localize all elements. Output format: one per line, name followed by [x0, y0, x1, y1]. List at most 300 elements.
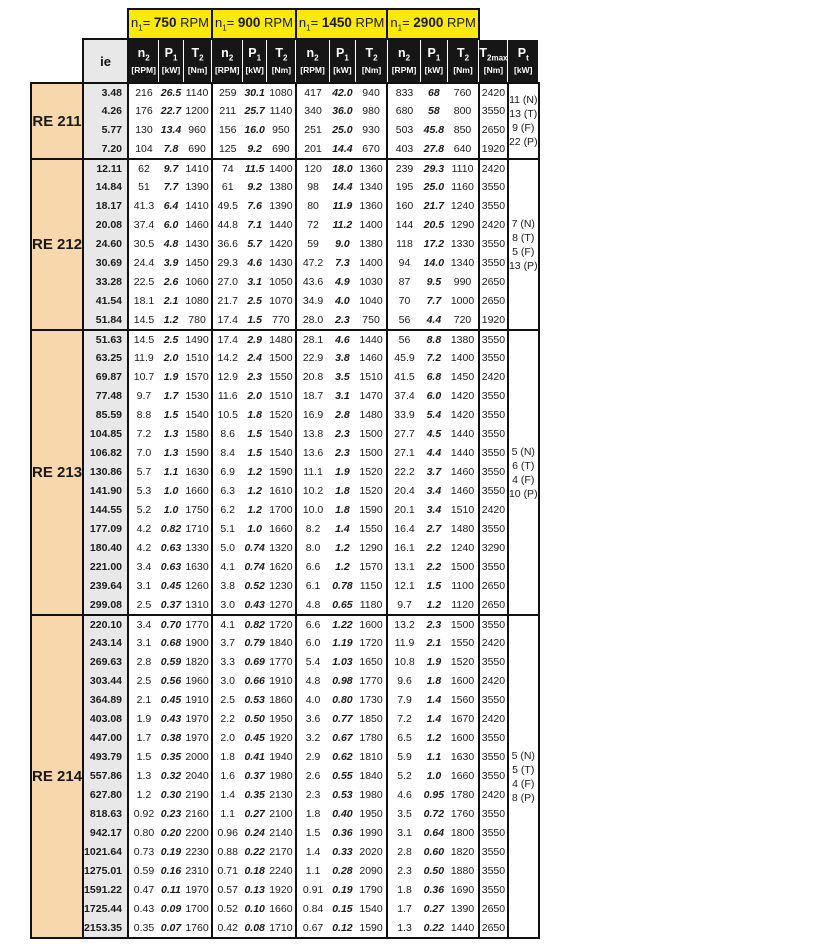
p1-value: 6.0 — [163, 219, 179, 231]
p1-value: 1.3 — [163, 428, 179, 440]
n2-value: 87 — [387, 273, 420, 292]
n2-value: 8.6 — [212, 425, 243, 444]
p1-value: 1.9 — [426, 656, 442, 668]
n2-value: 833 — [387, 83, 420, 102]
p1-value: 11.5 — [244, 162, 265, 175]
n2-value: 1.1 — [296, 862, 329, 881]
n2-value: 120 — [296, 159, 329, 178]
t2-value: 1480 — [450, 523, 475, 535]
n2-value: 13.6 — [296, 444, 329, 463]
t2-value: 1950 — [359, 808, 383, 820]
t2-value: 1940 — [269, 751, 293, 763]
t2-value: 1510 — [185, 352, 209, 364]
t2max-value: 2420 — [479, 83, 508, 102]
t2-value: 690 — [188, 142, 206, 155]
n2-value: 6.9 — [212, 463, 243, 482]
p1-value: 0.13 — [244, 884, 265, 896]
t2-value: 1620 — [269, 561, 293, 573]
t2-value: 1610 — [269, 485, 293, 497]
n2-value: 0.57 — [212, 881, 243, 900]
n2-value: 13.8 — [296, 425, 329, 444]
n2-value: 1.2 — [128, 786, 159, 805]
table-row — [31, 786, 539, 805]
n2-value: 17.4 — [212, 330, 243, 349]
p1-value: 1.0 — [163, 504, 179, 516]
table-row — [31, 387, 539, 406]
column-header-row — [31, 39, 539, 83]
ie-value: 7.20 — [83, 140, 128, 159]
p1-value: 3.8 — [335, 352, 350, 364]
pt-line: 5 (N) — [511, 749, 535, 762]
p1-value: 17.2 — [423, 238, 445, 250]
n2-value: 70 — [387, 292, 420, 311]
n2-value: 10.0 — [296, 501, 329, 520]
p1-value: 1.9 — [335, 466, 350, 478]
p1-value: 2.5 — [163, 333, 179, 346]
n2-value: 0.67 — [296, 919, 329, 938]
n2-value: 11.9 — [128, 349, 159, 368]
ie-value: 942.17 — [83, 824, 128, 843]
t2-value: 1780 — [359, 732, 383, 744]
n2-value: 4.1 — [212, 558, 243, 577]
p1-value: 7.3 — [335, 257, 350, 269]
p1-value: 2.8 — [335, 409, 350, 421]
t2-value: 1550 — [450, 637, 475, 649]
n2-value: 144 — [387, 216, 420, 235]
table-row — [31, 900, 539, 919]
ie-value: 2153.35 — [83, 919, 128, 938]
n2-value: 14.5 — [128, 311, 159, 330]
t2max-value: 3550 — [479, 178, 508, 197]
t2-value: 1950 — [269, 713, 293, 725]
p1-value: 0.35 — [160, 751, 182, 763]
p1-value: 29.3 — [423, 162, 445, 175]
t2max-value: 2650 — [479, 121, 508, 140]
t2-value: 1200 — [185, 105, 209, 117]
n2-value: 251 — [296, 121, 329, 140]
t2-value: 1580 — [185, 428, 209, 440]
table-row — [31, 406, 539, 425]
t2max-value: 2650 — [479, 900, 508, 919]
col-header: $T_2$ [Nm] — [183, 39, 212, 83]
p1-value: 26.5 — [160, 86, 182, 99]
table-row — [31, 254, 539, 273]
t2-value: 1520 — [450, 656, 475, 668]
table-row — [31, 843, 539, 862]
n2-value: 2.1 — [128, 691, 159, 710]
p1-value: 1.4 — [426, 694, 442, 706]
p1-value: 42.0 — [332, 86, 353, 99]
p1-value: 36.0 — [332, 105, 353, 117]
n2-value: 18.1 — [128, 292, 159, 311]
t2-value: 1650 — [359, 656, 383, 668]
n2-value: 10.2 — [296, 482, 329, 501]
n2-value: 5.3 — [128, 482, 159, 501]
n2-value: 4.2 — [128, 539, 159, 558]
p1-value: 8.8 — [426, 333, 442, 346]
ie-value: 4.26 — [83, 102, 128, 121]
p1-value: 0.63 — [160, 542, 182, 554]
t2-value: 1570 — [359, 561, 383, 573]
n2-value: 27.7 — [387, 425, 420, 444]
col-header: $P_1$ [kW] — [242, 39, 266, 83]
n2-value: 3.7 — [212, 634, 243, 653]
p1-value: 0.19 — [160, 846, 182, 858]
p1-value: 25.7 — [244, 105, 265, 117]
ie-value: 106.82 — [83, 444, 128, 463]
t2max-value: 3550 — [479, 748, 508, 767]
p1-value: 1.8 — [335, 504, 350, 516]
col-header: $T_2$ [Nm] — [267, 39, 296, 83]
ie-value: 3.48 — [83, 83, 128, 102]
p1-value: 0.11 — [161, 884, 181, 896]
p1-value: 5.7 — [247, 238, 262, 250]
n2-value: 1.4 — [296, 843, 329, 862]
model-label: RE 214 — [31, 615, 83, 938]
p1-value: 9.7 — [163, 162, 179, 175]
n2-value: 5.9 — [387, 748, 420, 767]
t2-value: 1470 — [359, 390, 383, 402]
n2-value: 9.7 — [128, 387, 159, 406]
t2max-value: 2650 — [479, 292, 508, 311]
t2-value: 1400 — [359, 219, 383, 231]
t2max-value: 3550 — [479, 349, 508, 368]
ie-value: 303.44 — [83, 672, 128, 691]
pt-line: 10 (P) — [508, 487, 538, 500]
t2-value: 1420 — [450, 390, 475, 402]
n2-value: 125 — [212, 140, 243, 159]
ie-value: 180.40 — [83, 539, 128, 558]
t2max-value: 2420 — [479, 634, 508, 653]
n2-value: 403 — [387, 140, 420, 159]
ie-value: 51.84 — [83, 311, 128, 330]
t2-value: 1450 — [185, 257, 209, 269]
t2-value: 1540 — [269, 428, 293, 440]
t2-value: 1670 — [450, 713, 475, 725]
p1-value: 13.4 — [160, 124, 182, 136]
t2-value: 1390 — [185, 181, 209, 193]
rpm-header-2900: $n_1= 2900$ RPM — [387, 9, 478, 39]
p1-value: 0.70 — [160, 618, 182, 631]
n2-value: 0.35 — [128, 919, 159, 938]
col-header: $P_1$ [kW] — [329, 39, 356, 83]
n2-value: 56 — [387, 311, 420, 330]
n2-value: 2.5 — [128, 596, 159, 615]
t2-value: 1030 — [359, 276, 383, 288]
p1-value: 0.95 — [423, 789, 445, 801]
p1-value: 0.37 — [160, 598, 182, 611]
p1-value: 0.65 — [332, 598, 353, 611]
pt-line: 5 (T) — [512, 763, 535, 776]
n2-value: 11.9 — [387, 634, 420, 653]
t2-value: 750 — [362, 313, 380, 326]
p1-value: 1.2 — [247, 466, 262, 478]
table-row — [31, 748, 539, 767]
ie-value: 18.17 — [83, 197, 128, 216]
t2-value: 1960 — [185, 675, 209, 687]
ie-value: 403.08 — [83, 710, 128, 729]
t2-value: 1840 — [269, 637, 293, 649]
n2-value: 27.0 — [212, 273, 243, 292]
t2-value: 1720 — [359, 637, 383, 649]
t2-value: 1540 — [269, 447, 293, 459]
col-header: $n_2$ [RPM] — [212, 39, 243, 83]
col-header: $n_2$ [RPM] — [128, 39, 159, 83]
pt-line: 13 (T) — [509, 108, 538, 120]
t2max-value: 2420 — [479, 672, 508, 691]
p1-value: 9.2 — [247, 181, 262, 193]
t2-value: 1720 — [269, 618, 293, 631]
n2-value: 20.1 — [387, 501, 420, 520]
group-RE-211 — [31, 83, 539, 159]
pt-values — [508, 83, 539, 159]
p1-value: 3.7 — [426, 466, 442, 478]
t2-value: 1970 — [185, 713, 209, 725]
t2-value: 1140 — [185, 86, 209, 99]
t2-value: 1900 — [185, 637, 209, 649]
p1-value: 3.1 — [335, 390, 350, 402]
t2-value: 1590 — [185, 447, 209, 459]
p1-value: 1.0 — [426, 770, 442, 782]
t2-value: 1590 — [359, 504, 383, 516]
t2max-value: 3550 — [479, 102, 508, 121]
n2-value: 7.0 — [128, 444, 159, 463]
n2-value: 0.43 — [128, 900, 159, 919]
header-blank — [31, 39, 83, 83]
p1-value: 0.07 — [160, 921, 182, 934]
col-header: $T_2$ [Nm] — [356, 39, 388, 83]
pt-line: 6 (T) — [512, 459, 535, 472]
p1-value: 1.7 — [163, 390, 179, 402]
p1-value: 0.69 — [244, 656, 265, 668]
t2-value: 1460 — [359, 352, 383, 364]
t2-value: 1690 — [450, 884, 475, 896]
t2-value: 2230 — [185, 846, 209, 858]
t2-value: 720 — [453, 313, 472, 326]
t2-value: 1240 — [450, 200, 475, 212]
p1-value: 1.03 — [332, 656, 353, 668]
t2-value: 2170 — [269, 846, 293, 858]
p1-value: 0.32 — [160, 770, 182, 782]
p1-value: 0.67 — [332, 732, 353, 744]
n2-value: 6.5 — [387, 729, 420, 748]
n2-value: 98 — [296, 178, 329, 197]
group-RE-212 — [31, 159, 539, 330]
t2-value: 1860 — [269, 694, 293, 706]
n2-value: 5.7 — [128, 463, 159, 482]
t2-value: 1600 — [450, 732, 475, 744]
col-header: $T_2$ [Nm] — [447, 39, 479, 83]
t2max-value: 2650 — [479, 919, 508, 938]
p1-value: 9.0 — [335, 238, 350, 250]
n2-value: 4.1 — [212, 615, 243, 634]
p1-value: 9.5 — [426, 276, 442, 288]
table-row — [31, 672, 539, 691]
n2-value: 74 — [212, 159, 243, 178]
n2-value: 160 — [387, 197, 420, 216]
p1-value: 2.3 — [426, 618, 442, 631]
n2-value: 8.2 — [296, 520, 329, 539]
table-row — [31, 273, 539, 292]
t2-value: 1790 — [359, 884, 383, 896]
t2-value: 1260 — [185, 580, 209, 592]
p1-value: 0.52 — [244, 580, 265, 592]
t2-value: 1340 — [359, 181, 383, 193]
p1-value: 0.78 — [332, 580, 353, 592]
p1-value: 0.30 — [160, 789, 182, 801]
p1-value: 0.53 — [244, 694, 265, 706]
n2-value: 13.2 — [387, 615, 420, 634]
p1-value: 16.0 — [244, 124, 265, 136]
p1-value: 7.8 — [163, 142, 179, 155]
t2-value: 1380 — [359, 238, 383, 250]
n2-value: 12.9 — [212, 368, 243, 387]
p1-value: 0.68 — [160, 637, 182, 649]
t2-value: 1630 — [450, 751, 475, 763]
table-row — [31, 235, 539, 254]
p1-value: 2.5 — [247, 295, 262, 307]
p1-value: 1.1 — [163, 466, 179, 478]
rpm-header-750: $n_1= 750$ RPM — [128, 9, 212, 39]
p1-value: 3.4 — [426, 485, 442, 497]
t2max-value: 3550 — [479, 387, 508, 406]
table-row — [31, 330, 539, 349]
ie-value: 85.59 — [83, 406, 128, 425]
n2-value: 216 — [128, 83, 159, 102]
ie-value: 14.84 — [83, 178, 128, 197]
t2-value: 1550 — [269, 371, 293, 383]
t2-value: 1510 — [450, 504, 475, 516]
t2-value: 2100 — [269, 808, 293, 820]
n2-value: 4.8 — [296, 672, 329, 691]
t2-value: 2160 — [185, 808, 209, 820]
t2-value: 850 — [453, 124, 472, 136]
group-RE-214 — [31, 615, 539, 938]
t2-value: 1540 — [359, 903, 383, 915]
t2-value: 2240 — [269, 865, 293, 877]
t2-value: 1820 — [450, 846, 475, 858]
n2-value: 11.1 — [296, 463, 329, 482]
n2-value: 17.4 — [212, 311, 243, 330]
t2max-value: 3550 — [479, 197, 508, 216]
rpm-sym: n — [131, 15, 139, 31]
n2-value: 61 — [212, 178, 243, 197]
p1-value: 25.0 — [332, 124, 353, 136]
p1-value: 14.4 — [332, 142, 353, 155]
n2-value: 0.52 — [212, 900, 243, 919]
t2-value: 1400 — [450, 352, 475, 364]
p1-value: 1.0 — [247, 523, 262, 535]
t2-value: 1820 — [185, 656, 209, 668]
t2-value: 1000 — [450, 295, 475, 307]
p1-value: 1.2 — [426, 732, 442, 744]
t2max-value: 3550 — [479, 729, 508, 748]
n2-value: 10.8 — [387, 653, 420, 672]
t2max-value: 3550 — [479, 824, 508, 843]
p1-value: 1.2 — [335, 561, 350, 573]
p1-value: 1.5 — [426, 580, 442, 592]
n2-value: 8.8 — [128, 406, 159, 425]
col-header: $T_{2max}$ [Nm] — [479, 39, 508, 83]
p1-value: 1.5 — [163, 409, 179, 421]
p1-value: 0.35 — [244, 789, 265, 801]
n2-value: 8.0 — [296, 539, 329, 558]
n2-value: 0.73 — [128, 843, 159, 862]
table-row — [31, 482, 539, 501]
col-header: $n_2$ [RPM] — [387, 39, 420, 83]
t2-value: 1500 — [359, 428, 383, 440]
p1-value: 2.3 — [335, 447, 350, 459]
t2-value: 1730 — [359, 694, 383, 706]
n2-value: 0.42 — [212, 919, 243, 938]
t2max-value: 3550 — [479, 558, 508, 577]
col-header: $P_t$ [kW] — [508, 39, 539, 83]
n2-value: 34.9 — [296, 292, 329, 311]
p1-value: 0.66 — [244, 675, 265, 687]
n2-value: 4.6 — [387, 786, 420, 805]
n2-value: 680 — [387, 102, 420, 121]
n2-value: 3.6 — [296, 710, 329, 729]
model-label: RE 212 — [31, 159, 83, 330]
p1-value: 45.8 — [423, 124, 445, 136]
t2-value: 1500 — [450, 561, 475, 573]
t2max-value: 3550 — [479, 425, 508, 444]
t2-value: 1330 — [185, 542, 209, 554]
ie-value: 220.10 — [83, 615, 128, 634]
table-row — [31, 501, 539, 520]
t2-value: 1780 — [450, 789, 475, 801]
t2-value: 1070 — [269, 295, 293, 307]
t2-value: 1430 — [185, 238, 209, 250]
t2-value: 1660 — [450, 770, 475, 782]
n2-value: 1.4 — [212, 786, 243, 805]
n2-value: 3.1 — [128, 634, 159, 653]
group-RE-213 — [31, 330, 539, 615]
t2-value: 2130 — [269, 789, 293, 801]
n2-value: 0.92 — [128, 805, 159, 824]
t2-value: 1390 — [269, 200, 293, 212]
ie-value: 1275.01 — [83, 862, 128, 881]
p1-value: 0.98 — [332, 675, 353, 687]
ie-value: 30.69 — [83, 254, 128, 273]
t2max-value: 2420 — [479, 501, 508, 520]
t2-value: 1700 — [185, 903, 209, 915]
n2-value: 5.4 — [296, 653, 329, 672]
p1-value: 0.43 — [160, 713, 182, 725]
p1-value: 0.38 — [160, 732, 182, 744]
t2-value: 1420 — [450, 409, 475, 421]
p1-value: 58 — [428, 105, 440, 117]
p1-value: 0.15 — [332, 903, 353, 915]
p1-value: 7.6 — [247, 200, 262, 212]
t2-value: 1150 — [359, 580, 383, 592]
n2-value: 3.2 — [296, 729, 329, 748]
p1-value: 27.8 — [423, 142, 445, 155]
n2-value: 13.1 — [387, 558, 420, 577]
t2-value: 1440 — [450, 921, 475, 934]
n2-value: 24.4 — [128, 254, 159, 273]
t2-value: 1600 — [359, 618, 383, 631]
p1-value: 0.79 — [244, 637, 265, 649]
p1-value: 1.19 — [332, 637, 353, 649]
p1-value: 2.2 — [426, 542, 442, 554]
p1-value: 4.8 — [163, 238, 179, 250]
p1-value: 14.0 — [423, 257, 445, 269]
t2-value: 1410 — [185, 200, 209, 212]
rpm-sym: n — [390, 15, 398, 31]
n2-value: 94 — [387, 254, 420, 273]
n2-value: 22.2 — [387, 463, 420, 482]
